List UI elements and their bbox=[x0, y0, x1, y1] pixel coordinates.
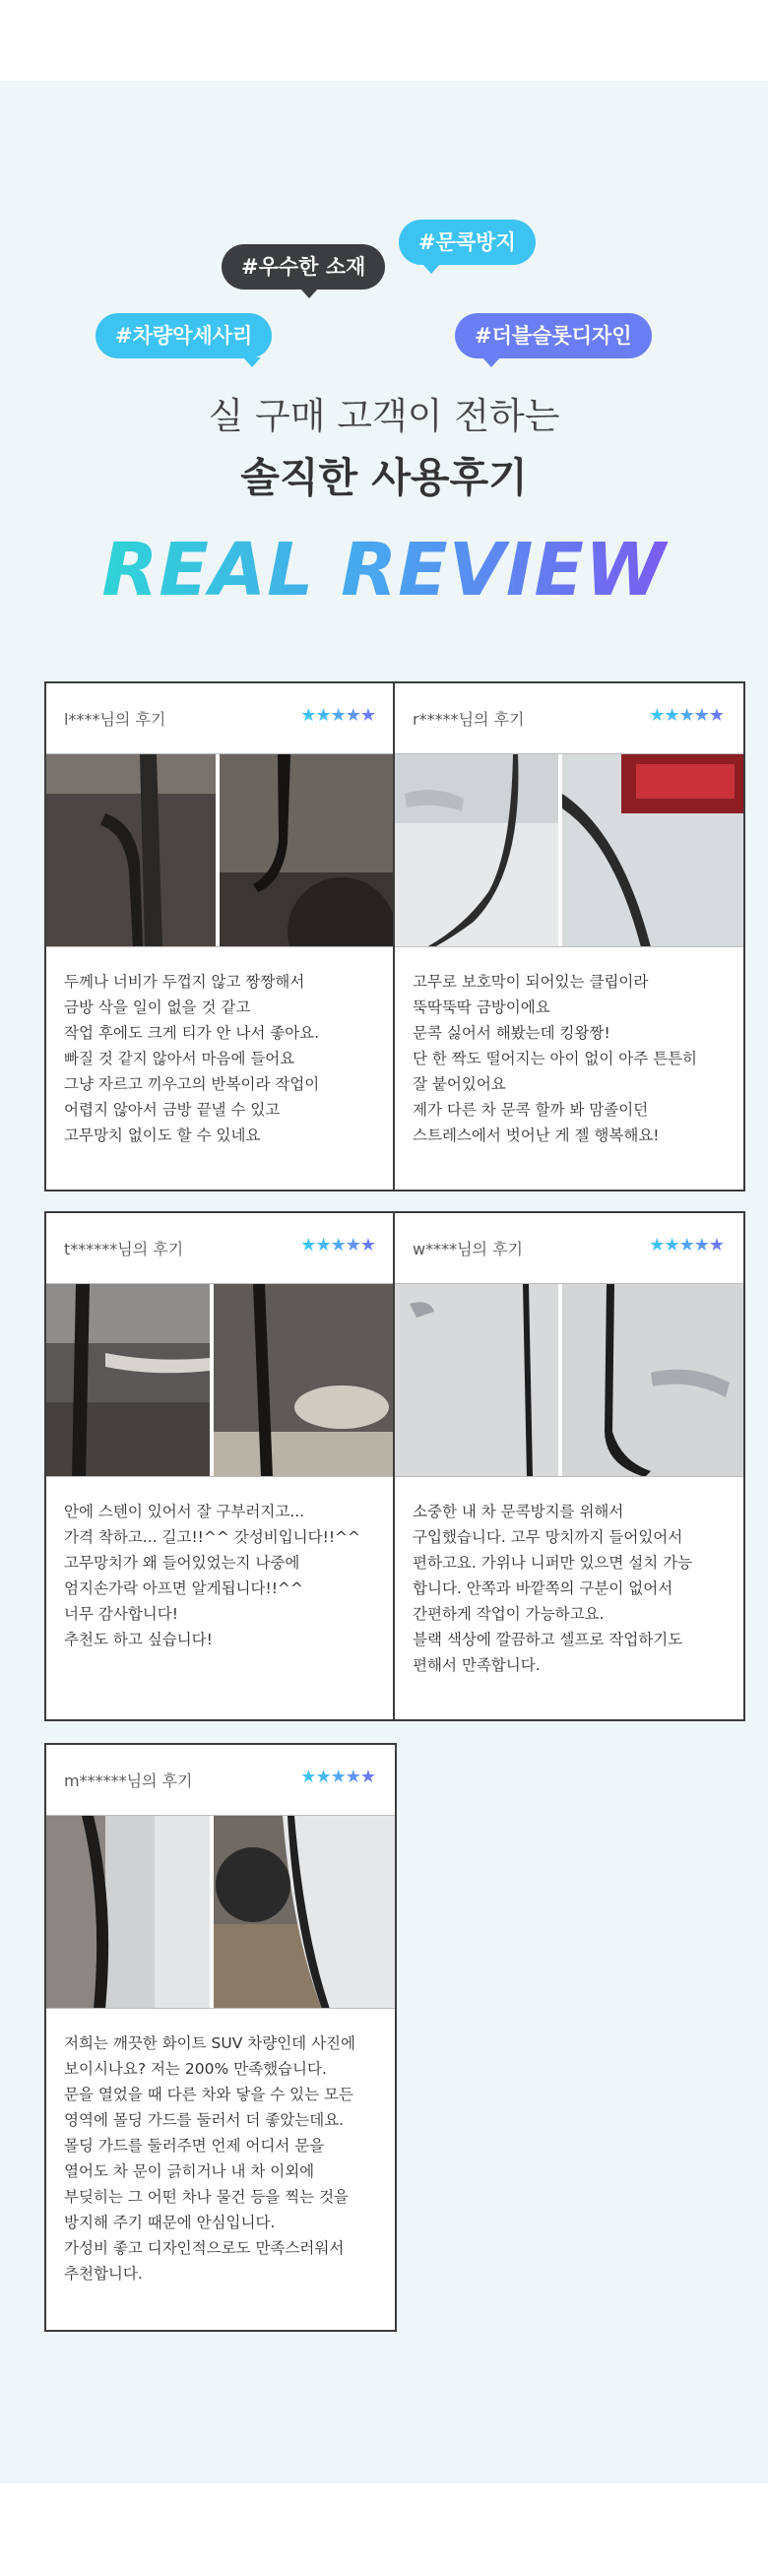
real-review-banner bbox=[0, 524, 768, 612]
rating-stars: ★★★★★ bbox=[300, 1767, 375, 1787]
review-card bbox=[393, 1211, 745, 1721]
tag-car-accessory: #차량악세사리 bbox=[96, 313, 272, 358]
review-text: 저희는 깨끗한 화이트 SUV 차량인데 사진에 보이시나요? 저는 200% 만족했습니다. 문을 열었을 때 다른 차와 닿을 수 있는 모든 영역에 몰딩 가드를 둘러서 더 좋았는데요. 몰딩 가드를 둘러주면 언제 어디서 문을 열어도 차 문이 긁히거나 내 차 이외에 부딪히는 그 어떤 차나 물건 등을 찍는 것을 방지해 주기 때문에 안심입니다. 가성비 좋고 디자인적으로도 만족스러워서 추천합니다. bbox=[64, 2034, 355, 2283]
review-card bbox=[44, 681, 397, 1191]
review-card-header bbox=[46, 1213, 395, 1284]
review-text: 안에 스텐이 있어서 잘 구부러지고... 가격 착하고... 길고!!^^ 갓성비입니다!!^^ 고무망치가 왜 들어있었는지 나중에 엄지손가락 아프면 알게됩니다!!^^ 너무 감사합니다! 추천도 하고 싶습니다! bbox=[64, 1503, 361, 1648]
section-title: 솔직한 사용후기 bbox=[240, 454, 528, 501]
review-card bbox=[393, 681, 745, 1191]
review-text: 고무로 보호막이 되어있는 클립이라 뚝딱뚝딱 금방이에요 문콕 싫어서 해봤는데 킹왕짱! 단 한 짝도 떨어지는 아이 없이 아주 튼튼히 잘 붙어있어요 제가 다른 차 문콕 할까 봐 맘졸이던 스트레스에서 벗어난 게 젤 행복해요! bbox=[413, 973, 698, 1144]
rating-stars: ★★★★★ bbox=[649, 1235, 724, 1256]
reviewer-name: t******님의 후기 bbox=[64, 1240, 184, 1258]
reviewer-name: w****님의 후기 bbox=[413, 1240, 523, 1258]
tag-double-slot-design: #더블슬롯디자인 bbox=[455, 313, 652, 358]
review-text: 소중한 내 차 문콕방지를 위해서 구입했습니다. 고무 망치까지 들어있어서 편하고요. 가위나 니퍼만 있으면 설치 가능 합니다. 안쪽과 바깥쪽의 구분이 없어서 간편하게 작업이 가능하고요. 블랙 색상에 깔끔하고 셀프로 작업하기도 편해서 만족합니다. bbox=[413, 1503, 693, 1674]
review-photos bbox=[395, 754, 743, 947]
review-card-header bbox=[395, 683, 743, 754]
review-photos bbox=[46, 1816, 395, 2009]
review-card bbox=[44, 1743, 397, 2332]
review-photo-image bbox=[46, 754, 395, 947]
reviewer-name: l****님의 후기 bbox=[64, 710, 166, 729]
review-card-header bbox=[395, 1213, 743, 1284]
review-photo-image bbox=[46, 1284, 395, 1477]
rating-stars: ★★★★★ bbox=[300, 705, 375, 726]
review-photos bbox=[395, 1284, 743, 1477]
review-photos bbox=[46, 754, 395, 947]
review-card bbox=[44, 1211, 397, 1721]
reviewer-name: m******님의 후기 bbox=[64, 1771, 193, 1790]
review-photo-image bbox=[395, 754, 743, 947]
review-photos bbox=[46, 1284, 395, 1477]
review-text: 두께나 너비가 두껍지 않고 짱짱해서 금방 삭을 일이 없을 것 같고 작업 후에도 크게 티가 안 나서 좋아요. 빠질 것 같지 않아서 마음에 들어요 그냥 자르고 끼우고의 반복이라 작업이 어렵지 않아서 금방 끝낼 수 있고 고무망치 없이도 할 수 있네요 bbox=[64, 973, 320, 1144]
section-subtitle: 실 구매 고객이 전하는 bbox=[208, 395, 560, 437]
review-card-header bbox=[46, 683, 395, 754]
tag-door-ding-protection: #문콕방지 bbox=[399, 220, 536, 265]
tag-quality-material: #우수한 소재 bbox=[222, 244, 385, 290]
review-card-header bbox=[46, 1745, 395, 1816]
real-review-text: REAL REVIEW bbox=[101, 528, 667, 612]
reviewer-name: r*****님의 후기 bbox=[413, 710, 525, 729]
rating-stars: ★★★★★ bbox=[300, 1235, 375, 1256]
review-photo-image bbox=[46, 1816, 395, 2009]
review-photo-image bbox=[395, 1284, 743, 1477]
rating-stars: ★★★★★ bbox=[649, 705, 724, 726]
